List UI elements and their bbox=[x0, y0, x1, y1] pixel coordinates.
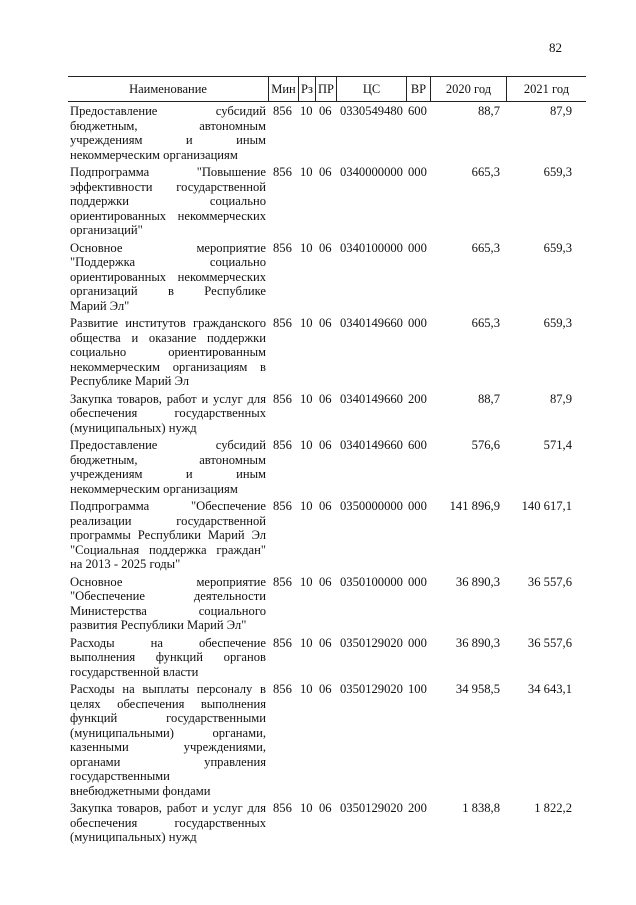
row-name-line: Республике Марий Эл bbox=[70, 374, 190, 388]
row-name-line: обеспечения государственных bbox=[70, 406, 266, 420]
cell-vr: 000 bbox=[408, 165, 427, 179]
row-name-line: некоммерческим организациям bbox=[70, 147, 238, 162]
row-name-line: Министерства социального bbox=[70, 603, 266, 618]
header-2021: 2021 год bbox=[506, 77, 586, 101]
cell-pr: 06 bbox=[319, 316, 332, 330]
cell-y2020: 36 890,3 bbox=[455, 574, 500, 589]
row-name bbox=[70, 636, 266, 680]
cell-y2021: 87,9 bbox=[549, 104, 572, 118]
row-name-line: Предоставление субсидий bbox=[70, 104, 266, 118]
header-name: Наименование bbox=[129, 82, 207, 96]
cell-min: 856 bbox=[273, 635, 292, 650]
cell-y2021: 87,9 bbox=[549, 391, 572, 406]
row-name-line: Подпрограмма "Обеспечение bbox=[70, 499, 266, 513]
cell-min: 856 bbox=[273, 682, 292, 696]
cell-vr: 000 bbox=[408, 316, 427, 330]
cell-cs: 0330549480 bbox=[340, 104, 403, 118]
cell-y2021: 36 557,6 bbox=[527, 574, 572, 589]
cell-y2020: 88,7 bbox=[477, 391, 500, 406]
row-name-line: развития Республики Марий Эл" bbox=[70, 618, 247, 632]
cell-y2021: 659,3 bbox=[543, 165, 572, 179]
cell-cs: 0350129020 bbox=[340, 682, 403, 696]
cell-pr: 06 bbox=[319, 635, 332, 650]
row-name-line: выполнения функций органов bbox=[70, 650, 266, 664]
row-name-line: организаций" bbox=[70, 223, 143, 237]
cell-y2021: 36 557,6 bbox=[527, 635, 572, 650]
cell-min: 856 bbox=[273, 104, 292, 118]
table-header bbox=[68, 76, 586, 102]
cell-cs: 0340149660 bbox=[340, 316, 403, 330]
header-cs: ЦС bbox=[336, 77, 406, 101]
cell-cs: 0350000000 bbox=[340, 499, 403, 513]
cell-y2020: 141 896,9 bbox=[449, 499, 500, 513]
row-name bbox=[70, 165, 266, 238]
cell-pr: 06 bbox=[319, 240, 332, 255]
row-name-line: некоммерческим организациям bbox=[70, 481, 238, 496]
row-name-line: Марий Эл" bbox=[70, 298, 130, 313]
row-name-line: (муниципальными) органами, bbox=[70, 725, 266, 740]
cell-rz: 10 bbox=[300, 574, 313, 589]
cell-cs: 0350129020 bbox=[340, 635, 403, 650]
cell-min: 856 bbox=[273, 499, 292, 513]
row-name-line: Основное мероприятие bbox=[70, 240, 266, 255]
row-name-line: казенными учреждениями, bbox=[70, 740, 266, 754]
cell-y2021: 659,3 bbox=[543, 316, 572, 330]
cell-pr: 06 bbox=[319, 165, 332, 179]
row-name-line: Основное мероприятие bbox=[70, 574, 266, 589]
row-name bbox=[70, 499, 266, 572]
cell-vr: 000 bbox=[408, 635, 427, 650]
row-name-line: программы Республики Марий Эл bbox=[70, 528, 266, 542]
cell-rz: 10 bbox=[300, 104, 313, 118]
row-name bbox=[70, 801, 266, 845]
cell-min: 856 bbox=[273, 574, 292, 589]
cell-cs: 0350100000 bbox=[340, 574, 403, 589]
row-name bbox=[70, 575, 266, 633]
row-name-line: поддержки социально bbox=[70, 194, 266, 208]
row-name-line: некоммерческим организациям в bbox=[70, 359, 266, 374]
cell-cs: 0350129020 bbox=[340, 801, 403, 815]
page-number: 82 bbox=[549, 40, 562, 55]
cell-y2021: 659,3 bbox=[543, 240, 572, 255]
row-name-line: Предоставление субсидий bbox=[70, 438, 266, 452]
cell-vr: 000 bbox=[408, 240, 427, 255]
header-rz: Рз bbox=[298, 77, 315, 101]
row-name-line: функций государственными bbox=[70, 711, 266, 725]
header-2020: 2020 год bbox=[430, 77, 506, 101]
row-name-line: социально ориентированным bbox=[70, 345, 266, 359]
cell-y2021: 140 617,1 bbox=[521, 499, 572, 513]
cell-rz: 10 bbox=[300, 391, 313, 406]
row-name-line: целях обеспечения выполнения bbox=[70, 696, 266, 711]
cell-pr: 06 bbox=[319, 499, 332, 513]
row-name-line: бюджетным, автономным bbox=[70, 452, 266, 467]
header-vr: ВР bbox=[406, 77, 430, 101]
row-name bbox=[70, 241, 266, 314]
cell-vr: 100 bbox=[408, 682, 427, 696]
row-name-line: государственными bbox=[70, 769, 170, 783]
cell-min: 856 bbox=[273, 801, 292, 815]
row-name-line: обеспечения государственных bbox=[70, 815, 266, 830]
cell-y2020: 576,6 bbox=[471, 438, 500, 452]
cell-min: 856 bbox=[273, 316, 292, 330]
cell-vr: 200 bbox=[408, 801, 427, 815]
row-name bbox=[70, 316, 266, 389]
row-name-line: ориентированных некоммерческих bbox=[70, 208, 266, 223]
cell-min: 856 bbox=[273, 391, 292, 406]
header-pr: ПР bbox=[315, 77, 336, 101]
cell-rz: 10 bbox=[300, 438, 313, 452]
row-name-line: государственной власти bbox=[70, 664, 199, 679]
cell-cs: 0340149660 bbox=[340, 391, 403, 406]
cell-y2021: 1 822,2 bbox=[534, 801, 572, 815]
cell-y2021: 34 643,1 bbox=[527, 682, 572, 696]
cell-pr: 06 bbox=[319, 682, 332, 696]
cell-vr: 600 bbox=[408, 104, 427, 118]
cell-y2020: 36 890,3 bbox=[455, 635, 500, 650]
row-name-line: "Обеспечение деятельности bbox=[70, 589, 266, 603]
row-name-line: реализации государственной bbox=[70, 513, 266, 528]
cell-y2020: 88,7 bbox=[477, 104, 500, 118]
header-min: Мин bbox=[268, 77, 298, 101]
cell-y2020: 665,3 bbox=[471, 316, 500, 330]
cell-rz: 10 bbox=[300, 635, 313, 650]
cell-cs: 0340100000 bbox=[340, 240, 403, 255]
cell-y2021: 571,4 bbox=[543, 438, 572, 452]
row-name-line: Развитие институтов гражданского bbox=[70, 316, 266, 330]
row-name-line: на 2013 - 2025 годы" bbox=[70, 557, 181, 571]
cell-y2020: 34 958,5 bbox=[455, 682, 500, 696]
cell-rz: 10 bbox=[300, 316, 313, 330]
cell-rz: 10 bbox=[300, 682, 313, 696]
cell-rz: 10 bbox=[300, 801, 313, 815]
cell-min: 856 bbox=[273, 438, 292, 452]
row-name-line: учреждениям и иным bbox=[70, 467, 266, 481]
cell-rz: 10 bbox=[300, 499, 313, 513]
row-name-line: общества и оказание поддержки bbox=[70, 330, 266, 345]
cell-pr: 06 bbox=[319, 104, 332, 118]
cell-cs: 0340000000 bbox=[340, 165, 403, 179]
cell-pr: 06 bbox=[319, 574, 332, 589]
row-name bbox=[70, 392, 266, 436]
cell-y2020: 665,3 bbox=[471, 165, 500, 179]
row-name-line: внебюджетными фондами bbox=[70, 783, 211, 798]
row-name-line: органами управления bbox=[70, 754, 266, 769]
cell-y2020: 665,3 bbox=[471, 240, 500, 255]
cell-rz: 10 bbox=[300, 240, 313, 255]
cell-y2020: 1 838,8 bbox=[462, 801, 500, 815]
row-name-line: учреждениям и иным bbox=[70, 133, 266, 147]
row-name-line: Закупка товаров, работ и услуг для bbox=[70, 801, 266, 815]
row-name-line: "Поддержка социально bbox=[70, 255, 266, 269]
row-name-line: Расходы на выплаты персоналу в bbox=[70, 682, 266, 696]
cell-min: 856 bbox=[273, 165, 292, 179]
row-name-line: Подпрограмма "Повышение bbox=[70, 165, 266, 179]
cell-vr: 200 bbox=[408, 391, 427, 406]
cell-pr: 06 bbox=[319, 438, 332, 452]
row-name-line: "Социальная поддержка граждан" bbox=[70, 542, 266, 557]
row-name-line: организаций в Республике bbox=[70, 284, 266, 298]
row-name bbox=[70, 438, 266, 496]
row-name-line: (муниципальных) нужд bbox=[70, 830, 197, 844]
row-name-line: (муниципальных) нужд bbox=[70, 420, 197, 435]
cell-pr: 06 bbox=[319, 391, 332, 406]
cell-vr: 000 bbox=[408, 574, 427, 589]
row-name-line: Расходы на обеспечение bbox=[70, 635, 266, 650]
cell-vr: 000 bbox=[408, 499, 427, 513]
cell-rz: 10 bbox=[300, 165, 313, 179]
cell-vr: 600 bbox=[408, 438, 427, 452]
row-name-line: ориентированных некоммерческих bbox=[70, 269, 266, 284]
cell-cs: 0340149660 bbox=[340, 438, 403, 452]
row-name-line: бюджетным, автономным bbox=[70, 118, 266, 133]
row-name bbox=[70, 682, 266, 798]
row-name-line: эффективности государственной bbox=[70, 179, 266, 194]
row-name-line: Закупка товаров, работ и услуг для bbox=[70, 391, 266, 406]
cell-min: 856 bbox=[273, 240, 292, 255]
cell-pr: 06 bbox=[319, 801, 332, 815]
row-name bbox=[70, 104, 266, 162]
